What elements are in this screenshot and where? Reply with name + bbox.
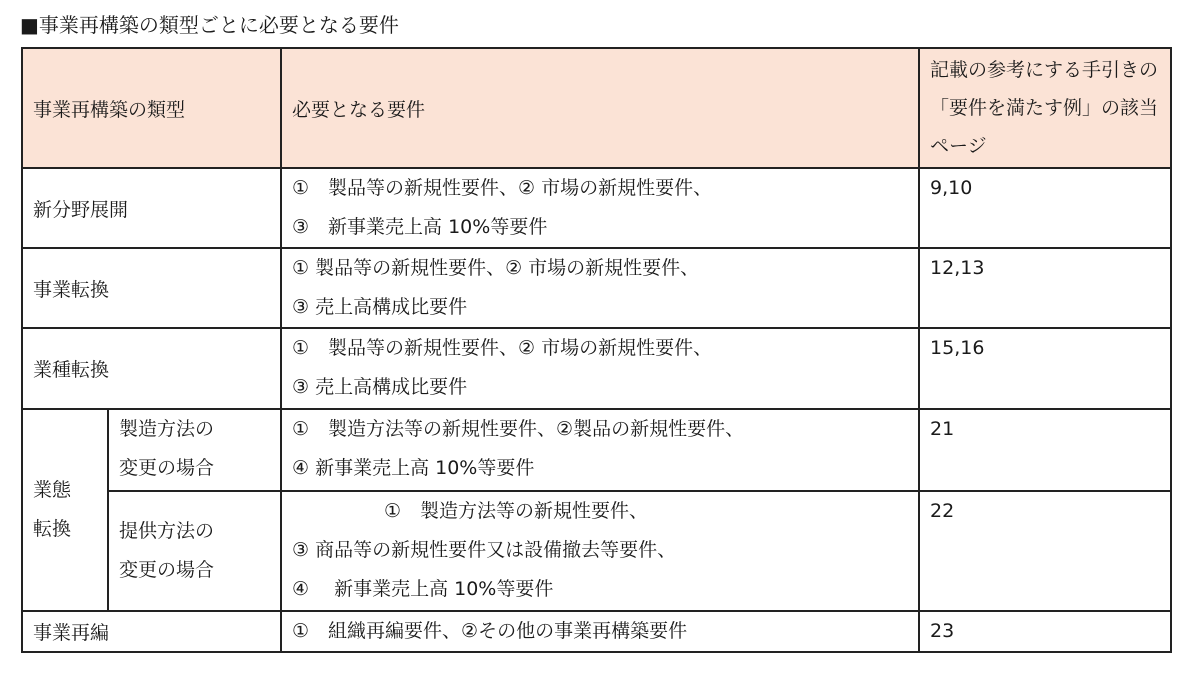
page-title: ■事業再構築の類型ごとに必要となる要件 (20, 13, 399, 37)
row-requirements (281, 611, 919, 652)
requirement-line: ④ 新事業売上高 10%等要件 (292, 578, 554, 600)
row-page: 9,10 (919, 168, 1171, 248)
header-type: 事業再構築の類型 (22, 48, 281, 168)
requirement-line: ③ 商品等の新規性要件又は設備撤去等要件、 (292, 539, 677, 561)
requirement-line: ① 製造方法等の新規性要件、②製品の新規性要件、 (292, 418, 745, 440)
table-row (22, 168, 1171, 248)
business-conversion-label (22, 409, 108, 611)
sub-type-manufacturing (108, 409, 281, 491)
header-requirements: 必要となる要件 (281, 48, 919, 168)
row-requirements (281, 409, 919, 491)
row-page: 23 (919, 611, 1171, 652)
label-line: 提供方法の (119, 520, 215, 542)
row-type: 新分野展開 (22, 168, 281, 248)
table-row (22, 328, 1171, 409)
row-requirements (281, 168, 919, 248)
requirement-line: ③ 売上高構成比要件 (292, 296, 468, 318)
requirement-line: ④ 新事業売上高 10%等要件 (292, 457, 535, 479)
requirement-line: ① 製品等の新規性要件、② 市場の新規性要件、 (292, 177, 713, 199)
row-requirements (281, 248, 919, 328)
table-header-row (22, 48, 1171, 168)
row-page: 12,13 (919, 248, 1171, 328)
header-reference: 記載の参考にする手引きの「要件を満たす例」の該当ページ (919, 48, 1171, 168)
row-page: 15,16 (919, 328, 1171, 409)
requirement-line: ① 製造方法等の新規性要件、 (384, 500, 649, 522)
row-type: 事業再編 (22, 611, 281, 652)
row-type: 事業転換 (22, 248, 281, 328)
sub-type-delivery (108, 491, 281, 611)
row-type: 業種転換 (22, 328, 281, 409)
requirement-line: ① 組織再編要件、②その他の事業再構築要件 (292, 620, 688, 642)
label-line: 変更の場合 (119, 559, 215, 581)
label-line: 転換 (33, 518, 72, 540)
requirement-line: ③ 新事業売上高 10%等要件 (292, 216, 548, 238)
requirement-line: ③ 売上高構成比要件 (292, 376, 468, 398)
row-page: 21 (919, 409, 1171, 491)
table-row (22, 409, 1171, 491)
requirement-line: ① 製品等の新規性要件、② 市場の新規性要件、 (292, 337, 713, 359)
requirements-table (21, 47, 1172, 653)
row-requirements (281, 491, 919, 611)
label-line: 業態 (33, 479, 72, 501)
label-line: 変更の場合 (119, 457, 215, 479)
requirement-line: ① 製品等の新規性要件、② 市場の新規性要件、 (292, 257, 700, 279)
table-row (22, 248, 1171, 328)
label-line: 製造方法の (119, 418, 215, 440)
table-row (22, 491, 1171, 611)
row-requirements (281, 328, 919, 409)
table-row (22, 611, 1171, 652)
row-page: 22 (919, 491, 1171, 611)
